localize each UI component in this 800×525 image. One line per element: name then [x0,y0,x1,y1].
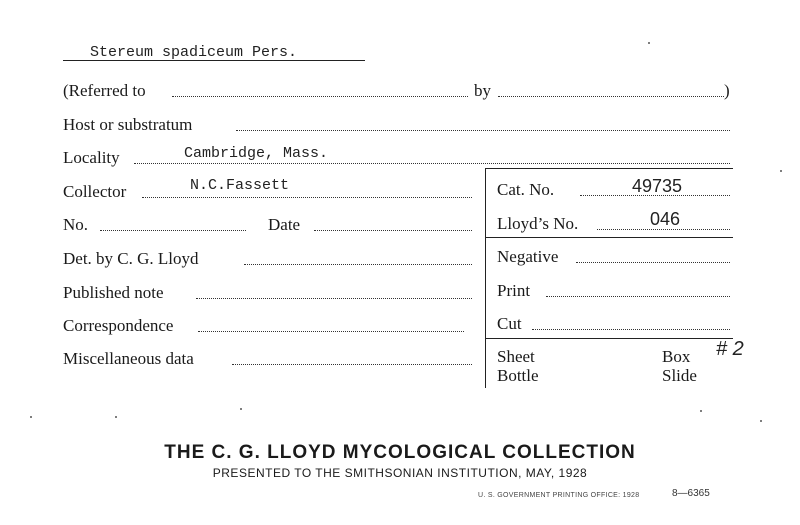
date-line [314,230,472,231]
lloyds-no-label: Lloyd’s No. [497,214,579,233]
date-label: Date [268,215,301,234]
lloyds-no-value: 046 [650,209,681,229]
misc-data-label: Miscellaneous data [63,349,194,368]
no-label: No. [63,215,89,234]
negative-line [576,262,730,263]
box-row-divider-1 [485,237,733,238]
det-by-line [244,264,472,265]
box-label: Box [662,347,691,366]
bottle-label: Bottle [497,366,539,385]
box-handwritten-value: # 2 [716,338,744,360]
cat-no-value: 49735 [632,176,683,196]
collection-title: THE C. G. LLOYD MYCOLOGICAL COLLECTION [164,442,636,463]
by-line [498,96,724,97]
misc-data-line [232,364,472,365]
locality-label: Locality [63,148,120,167]
scan-speck [240,408,242,410]
locality-line [134,163,730,164]
referred-to-label: (Referred to [63,81,146,100]
cat-no-label: Cat. No. [497,180,555,199]
correspondence-label: Correspondence [63,316,174,335]
slide-label: Slide [662,366,697,385]
cut-line [532,329,730,330]
printing-office-note: U. S. GOVERNMENT PRINTING OFFICE: 1928 [478,492,640,499]
collector-value: N.C.Fassett [190,177,290,194]
correspondence-line [198,331,464,332]
collector-label: Collector [63,182,127,201]
sheet-label: Sheet [497,347,535,366]
scan-speck [760,420,762,422]
box-left-border [485,168,486,388]
cut-label: Cut [497,314,522,333]
species-underline [63,60,365,61]
locality-value: Cambridge, Mass. [184,145,329,162]
scan-speck [780,170,782,172]
scan-speck [648,42,650,44]
form-number: 8—6365 [672,488,710,499]
by-label: by [474,81,491,100]
referred-to-line [172,96,468,97]
print-label: Print [497,281,531,300]
published-note-label: Published note [63,283,164,302]
collector-line [142,197,472,198]
box-top-border [485,168,733,169]
scan-speck [30,416,32,418]
box-row-divider-2 [485,338,733,339]
host-label: Host or substratum [63,115,193,134]
species-name: Stereum spadiceum Pers. [90,44,298,61]
scan-speck [700,410,702,412]
print-line [546,296,730,297]
no-line [100,230,246,231]
lloyds-no-line [597,229,730,230]
scan-speck [115,416,117,418]
host-line [236,130,730,131]
det-by-label: Det. by C. G. Lloyd [63,249,199,268]
negative-label: Negative [497,247,559,266]
published-note-line [196,298,472,299]
referred-close-paren: ) [724,81,730,100]
collection-subtitle: PRESENTED TO THE SMITHSONIAN INSTITUTION, MAY, 1928 [212,466,588,480]
